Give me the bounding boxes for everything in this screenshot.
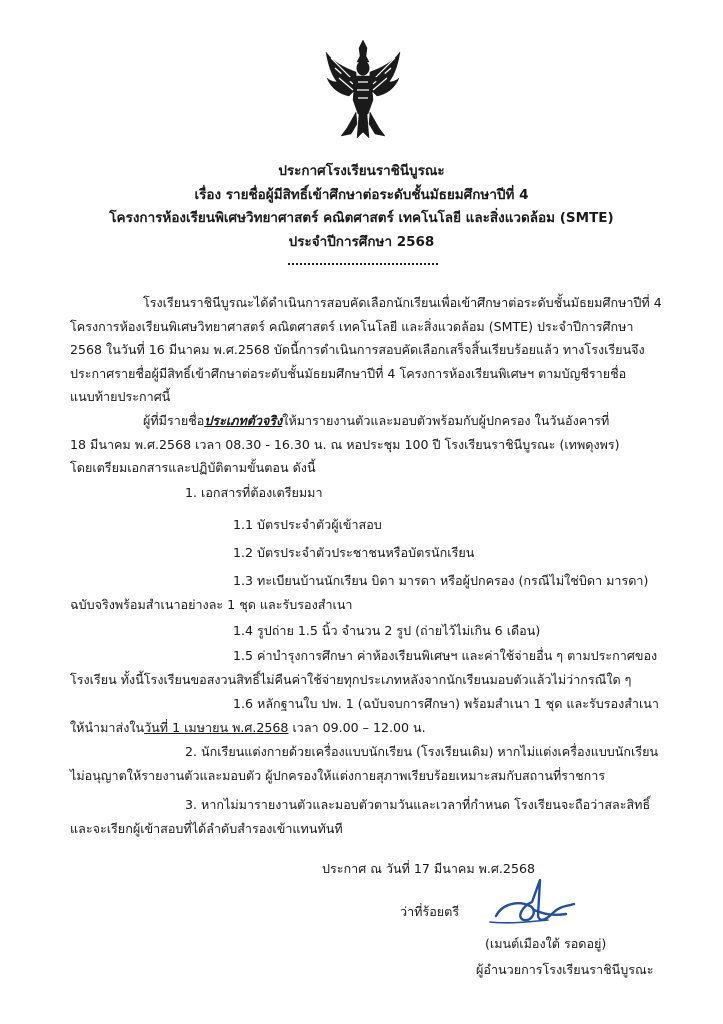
list-item: 1.3 ทะเบียนบ้านนักเรียน บิดา มารดา หรือผู้ปกครอง (กรณีไม่ใช่บิดา มารดา) bbox=[233, 573, 649, 588]
paragraph-2-line: โดยเตรียมเอกสารและปฏิบัติตามขั้นตอน ดังนี้ bbox=[70, 460, 316, 475]
divider bbox=[288, 263, 438, 265]
paragraph-1-line: แนบท้ายประกาศนี้ bbox=[70, 389, 171, 404]
submission-time: เวลา 09.00 – 12.00 น. bbox=[288, 720, 426, 735]
list-item: 1.5 ค่าบำรุงการศึกษา ค่าห้องเรียนพิเศษฯ และค่าใช้จ่ายอื่น ๆ ตามประกาศของ bbox=[233, 648, 658, 663]
list-item: 2. นักเรียนแต่งกายด้วยเครื่องแบบนักเรียน (โรงเรียนเดิม) หากไม่แต่งเครื่องแบบนักเรียน bbox=[185, 744, 659, 759]
list-item: ฉบับจริงพร้อมสำเนาอย่างละ 1 ชุด และรับรองสำเนา bbox=[70, 597, 353, 612]
submission-date: วันที่ 1 เมษายน พ.ศ.2568 bbox=[144, 720, 289, 735]
paragraph-1-line: 2568 ในวันที่ 16 มีนาคม พ.ศ.2568 บัดนี้การดำเนินการสอบคัดเลือกเสร็จสิ้นเรียบร้อยแล้ว ทางโรงเรียนจึง bbox=[70, 342, 645, 357]
paragraph-2-suffix: ให้มารายงานตัวและมอบตัวพร้อมกับผู้ปกครอง ในวันอังคารที่ bbox=[282, 413, 610, 428]
list-item: 1.6 หลักฐานใบ ปพ. 1 (ฉบับจบการศึกษา) พร้อมสำเนา 1 ชุด และรับรองสำเนา bbox=[233, 696, 659, 711]
paragraph-2-line bbox=[143, 412, 609, 430]
paragraph-1-line: ประกาศรายชื่อผู้มีสิทธิ์เข้าศึกษาต่อระดับชั้นมัธยมศึกษาปีที่ 4 โครงการห้องเรียนพิเศษฯ ตามบัญชีรายชื่อ bbox=[70, 366, 627, 381]
submission-prefix: ให้นำมาส่งใน bbox=[70, 720, 145, 735]
list-item: 1.1 บัตรประจำตัวผู้เข้าสอบ bbox=[233, 517, 382, 532]
project-title: โครงการห้องเรียนพิเศษวิทยาศาสตร์ คณิตศาสตร์ เทคโนโลยี และสิ่งแวดล้อม (SMTE) bbox=[109, 210, 614, 226]
list-item bbox=[70, 719, 426, 737]
list-item: 3. หากไม่มารายงานตัวและมอบตัวตามวันและเวลาที่กำหนด โรงเรียนจะถือว่าสละสิทธิ์ bbox=[185, 797, 651, 812]
acting-rank: ว่าที่ร้อยตรี bbox=[400, 904, 460, 919]
subject-title: เรื่อง รายชื่อผู้มีสิทธิ์เข้าศึกษาต่อระดับชั้นมัธยมศึกษาปีที่ 4 bbox=[194, 187, 529, 203]
signer-name: (เมนต์เมืองใต้ รอดอยู่) bbox=[485, 936, 607, 951]
list-item: 1.2 บัตรประจำตัวประชาชนหรือบัตรนักเรียน bbox=[233, 545, 475, 560]
announce-date: ประกาศ ณ วันที่ 17 มีนาคม พ.ศ.2568 bbox=[322, 861, 535, 876]
signer-title: ผู้อำนวยการโรงเรียนราชินีบูรณะ bbox=[476, 962, 654, 977]
list-item: 1.4 รูปถ่าย 1.5 นิ้ว จำนวน 2 รูป (ถ่ายไว้ไม่เกิน 6 เดือน) bbox=[233, 623, 541, 638]
paragraph-1-line: โครงการห้องเรียนพิเศษวิทยาศาสตร์ คณิตศาสตร์ เทคโนโลยี และสิ่งแวดล้อม (SMTE) ประจำปีการศึกษา bbox=[70, 319, 634, 334]
garuda-emblem-icon bbox=[323, 38, 403, 143]
list-item: ไม่อนุญาตให้รายงานตัวและมอบตัว ผู้ปกครองให้แต่งกายสุภาพเรียบร้อยเหมาะสมกับสถานที่ราชการ bbox=[70, 768, 606, 783]
paragraph-1-line: โรงเรียนราชินีบูรณะได้ดำเนินการสอบคัดเลือกนักเรียนเพื่อเข้าศึกษาต่อระดับชั้นมัธยมศึกษาปีที่ 4 bbox=[143, 295, 662, 310]
real-candidates-emphasis: ประเภทตัวจริง bbox=[204, 413, 283, 428]
paragraph-2-line: 18 มีนาคม พ.ศ.2568 เวลา 08.30 - 16.30 น. ณ หอประชุม 100 ปี โรงเรียนราชินีบูรณะ (เทพดุงพร) bbox=[70, 437, 620, 452]
list-item: 1. เอกสารที่ต้องเตรียมมา bbox=[185, 485, 323, 500]
list-item: โรงเรียน ทั้งนี้โรงเรียนขอสงวนสิทธิ์ไม่คืนค่าใช้จ่ายทุกประเภทหลังจากนักเรียนมอบตัวแล้วไม่ว่ากรณีใด ๆ bbox=[70, 672, 632, 687]
announcement-title: ประกาศโรงเรียนราชินีบูรณะ bbox=[278, 163, 445, 179]
list-item: และจะเรียกผู้เข้าสอบที่ได้ลำดับสำรองเข้าแทนทันที bbox=[70, 821, 343, 836]
paragraph-2-prefix: ผู้ที่มีรายชื่อ bbox=[143, 413, 205, 428]
academic-year-title: ประจำปีการศึกษา 2568 bbox=[288, 234, 435, 250]
